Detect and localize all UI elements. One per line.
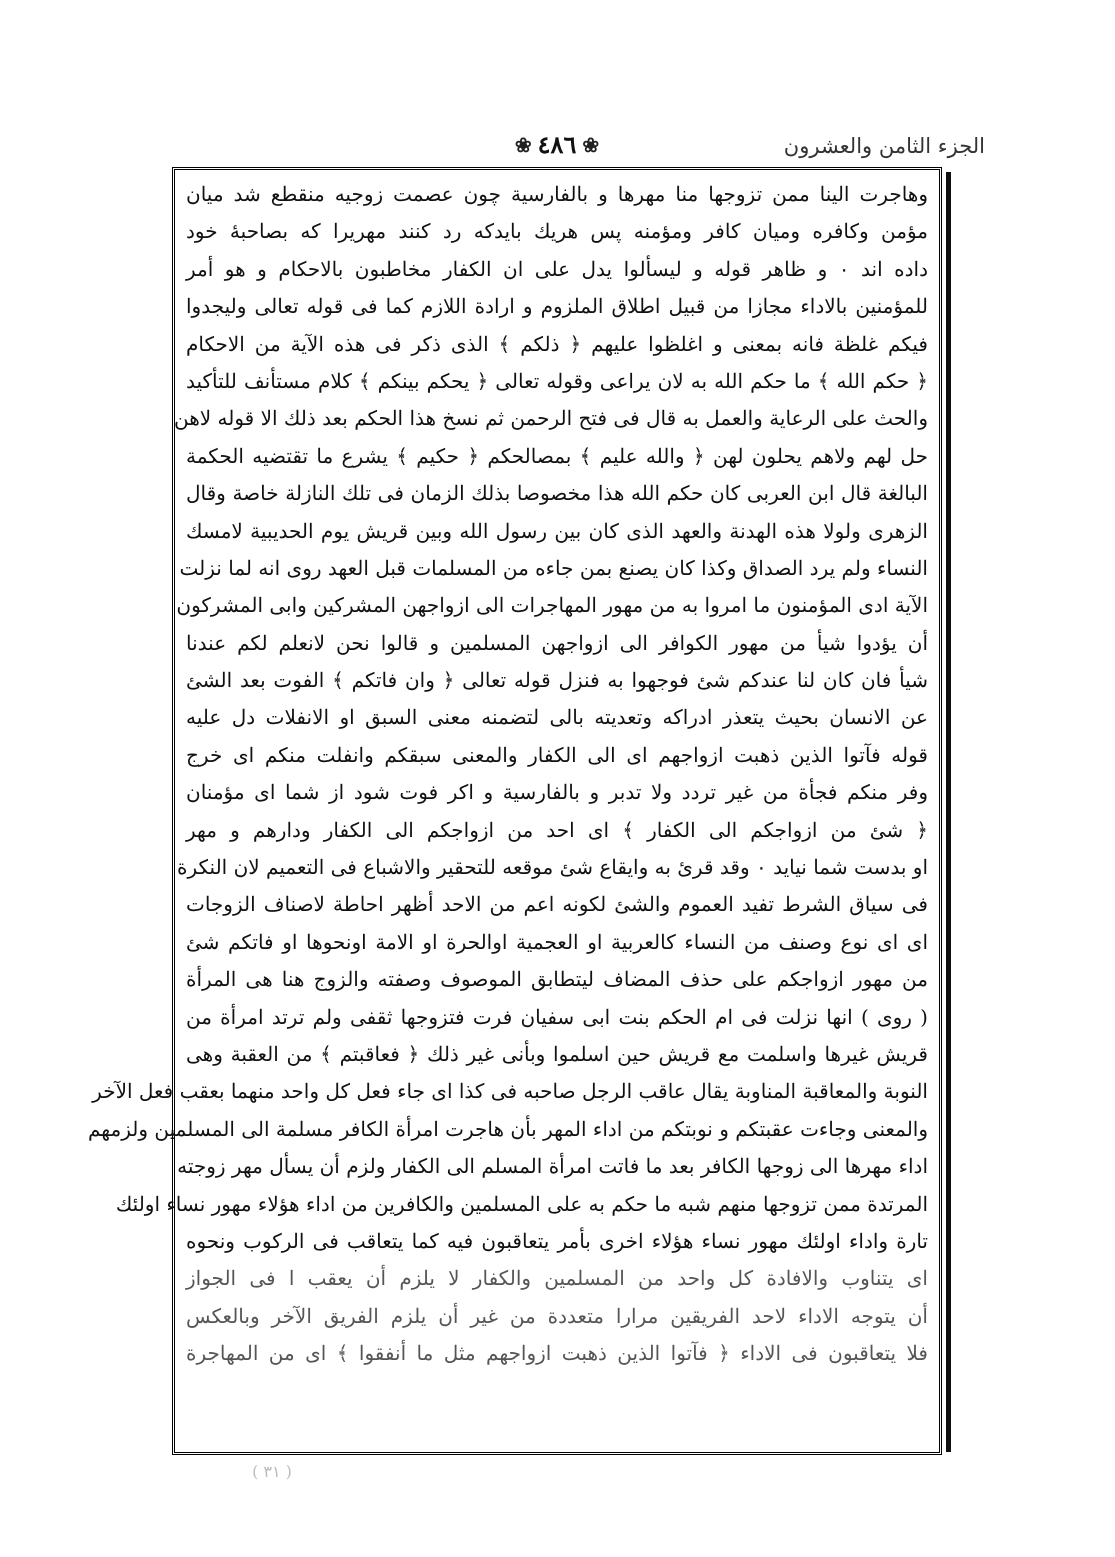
text-line: اى اى نوع وصنف من النساء كالعربية او العجمية اوالحرة او الامة اونحوها او فاتكم شئ [186, 929, 928, 954]
main-text-body [88, 176, 928, 1373]
text-line: الآية ادى المؤمنون ما امروا به من مهور المهاجرات الى ازواجهن المشركين وابى المشركون [176, 593, 928, 618]
text-line: حل لهم ولاهم يحلون لهن ﴿ والله عليم ﴾ بمصالحكم ﴿ حكيم ﴾ يشرع ما تقتضيه الحكمة [186, 443, 928, 468]
text-line: ( روى ) انها نزلت فى ام الحكم بنت ابى سفيان فرت فتزوجها ثقفى ولم ترتد امرأة من [186, 1004, 928, 1029]
text-line: اى يتناوب والافادة كل واحد من المسلمين والكفار لا يلزم أن يعقب ا فى الجواز [186, 1266, 928, 1291]
text-line: أن يؤدوا شيأ من مهور الكوافر الى ازواجهن المسلمين و قالوا نحن لانعلم لكم عندنا [186, 630, 928, 655]
text-line: قوله فآتوا الذين ذهبت ازواجهم اى الى الكفار والمعنى سبقكم وانفلت منكم اى خرج [186, 742, 928, 767]
text-line: فلا يتعاقبون فى الاداء ﴿ فآتوا الذين ذهبت ازواجهم مثل ما أنفقوا ﴾ اى من المهاجرة [186, 1341, 928, 1366]
running-header-title: الجزء الثامن والعشرون [783, 134, 985, 158]
text-line: فيكم غلظة فانه بمعنى و اغلظوا عليهم ﴿ ذلكم ﴾ الذى ذكر فى هذه الآية من الاحكام [186, 331, 928, 356]
ornament-icon: ❀ [582, 132, 600, 157]
text-line: قريش غيرها واسلمت مع قريش حين اسلموا وبأنى غير ذلك ﴿ فعاقبتم ﴾ من العقبة وهى [186, 1041, 928, 1066]
text-line: مؤمن وكافره وميان كافر ومؤمنه پس هريك بايدكه رد كنند مهريرا كه بصاحبهٔ خود [186, 219, 928, 244]
text-line: عن الانسان بحيث يتعذر ادراكه وتعديته بالى لتضمنه معنى السبق او الانفلات دل عليه [186, 705, 928, 730]
text-line: داده اند ٠ و ظاهر قوله و ليسألوا يدل على ان الكفار مخاطبون بالاحكام و هو أمر [186, 256, 928, 281]
text-line: ﴿ شئ من ازواجكم الى الكفار ﴾ اى احد من ازواجكم الى الكفار ودارهم و مهر [186, 817, 928, 842]
text-line: فى سياق الشرط تفيد العموم والشئ لكونه اعم من الاحد أظهر احاطة لاصناف الزوجات [186, 892, 928, 917]
text-line: والمعنى وجاءت عقبتكم و نوبتكم من اداء المهر بأن هاجرت امرأة الكافر مسلمة الى المسلمين ولزمهم [88, 1116, 928, 1141]
text-line: من مهور ازواجكم على حذف المضاف ليتطابق الموصوف وصفته والزوج هنا هى المرأة [186, 967, 928, 992]
text-line: ﴿ حكم الله ﴾ ما حكم الله به لان يراعى وقوله تعالى ﴿ يحكم بينكم ﴾ كلام مستأنف للتأكيد [186, 368, 928, 393]
text-line: أن يتوجه الاداء لاحد الفريقين مرارا متعددة من غير أن يلزم الفريق الآخر وبالعكس [186, 1303, 928, 1328]
text-line: شيأ فان كان لنا عندكم شئ فوجهوا به فنزل قوله تعالى ﴿ وان فاتكم ﴾ الفوت بعد الشئ [186, 668, 928, 693]
text-line: وفر منكم فجأة من غير تردد ولا تدبر و بالفارسية و اكر فوت شود از شما اى مؤمنان [186, 780, 928, 805]
text-line: النوبة والمعاقبة المناوبة يقال عاقب الرجل صاحبه فى كذا اى جاء فعل كل واحد منهما بعقب فعل الآخر [92, 1079, 928, 1104]
page-number-block [482, 130, 632, 159]
text-line: وهاجرت الينا ممن تزوجها منا مهرها و بالفارسية چون عصمت زوجيه منقطع شد ميان [186, 182, 928, 206]
text-line: النساء ولم يرد الصداق وكذا كان يصنع بمن جاءه من المسلمات قبل العهد روى انه لما نزلت [179, 555, 928, 580]
text-line: المرتدة ممن تزوجها منهم شبه ما حكم به على المسلمين والكافرين من اداء هؤلاء مهور نساء اولئك [115, 1191, 928, 1216]
text-line: اداء مهرها الى زوجها الكافر بعد ما فاتت امرأة المسلم الى الكفار ولزم أن يسأل مهر زوجته [177, 1154, 928, 1179]
text-line: البالغة قال ابن العربى كان حكم الله هذا مخصوصا بذلك الزمان فى تلك النازلة خاصة وقال [186, 481, 928, 506]
text-line: الزهرى ولولا هذه الهدنة والعهد الذى كان بين رسول الله وبين قريش يوم الحديبية لامسك [186, 518, 928, 543]
page-number: ٤٨٦ [537, 130, 577, 159]
footer-mark: ( ٣١ ) [252, 1462, 292, 1481]
text-line: او بدست شما نيايد ٠ وقد قرئ به وايقاع شئ موقعه للتحقير والاشباع فى التعميم لان النكرة [176, 855, 928, 880]
frame-right-rule [946, 172, 951, 1452]
text-line: والحث على الرعاية والعمل به قال فى فتح الرحمن ثم نسخ هذا الحكم بعد ذلك الا قوله لاهن [173, 406, 928, 431]
ornament-icon: ❀ [514, 132, 532, 157]
text-line: تارة واداء اولئك مهور نساء هؤلاء اخرى بأمر يتعاقبون فيه كما يتعاقب فى الركوب ونحوه [186, 1228, 928, 1253]
text-line: للمؤمنين بالاداء مجازا من قبيل اطلاق الملزوم و ارادة اللازم كما فى قوله تعالى وليجدوا [186, 294, 928, 319]
